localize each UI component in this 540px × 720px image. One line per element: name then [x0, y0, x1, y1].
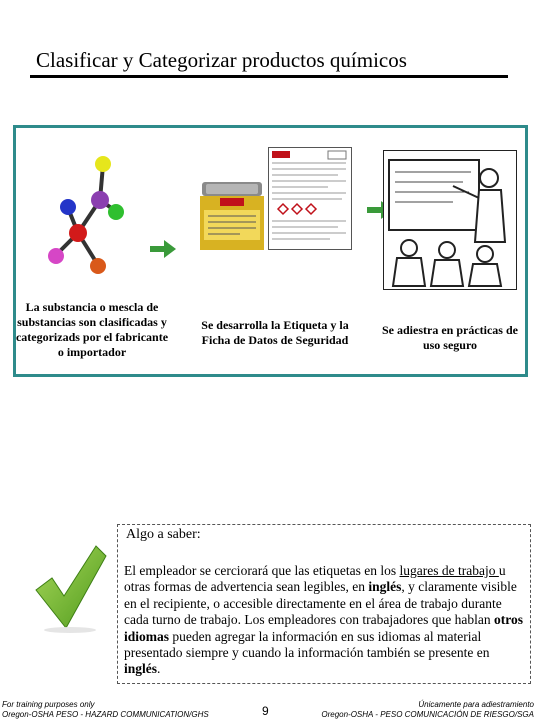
know-paragraph: El empleador se cerciorará que las etiquetas en los lugares de trabajo u otras formas de advertencia sean legibles, en inglés, y claramente visible en el recipiente, o accesible directamente en el área de trabajo durante cada turno de trabajo. Los empleadores con trabajadores que hablan otros idiomas pueden agregar la información en sus idiomas al material presentado siempre y cuando la información también se presente en inglés. [124, 563, 523, 677]
arrow-right-icon [150, 240, 176, 258]
step-caption-training: Se adiestra en prácticas de uso seguro [382, 323, 518, 352]
step-caption-label-sds: Se desarrolla la Etiqueta y la Ficha de Datos de Seguridad [201, 318, 349, 347]
training-illustration-icon [383, 150, 517, 290]
know-heading: Algo a saber: [126, 527, 201, 542]
step-caption-classification: La substancia o mescla de substancias son clasificadas y categorizads por el fabricante o importador [15, 300, 169, 359]
checkmark-icon [30, 540, 110, 636]
safety-data-sheet-icon [268, 147, 352, 250]
page-number: 9 [262, 704, 269, 718]
page-title: Clasificar y Categorizar productos químicos [36, 48, 407, 72]
title-underline [30, 75, 508, 78]
product-can-icon [200, 182, 264, 250]
footer-left: For training purposes only Oregon-OSHA PESO - HAZARD COMMUNICATION/GHS [2, 700, 209, 719]
molecule-icon [40, 150, 140, 285]
footer-right: Únicamente para adiestramiento Oregon-OSHA - PESO COMUNICACIÓN DE RIESGO/SGA [321, 700, 534, 719]
